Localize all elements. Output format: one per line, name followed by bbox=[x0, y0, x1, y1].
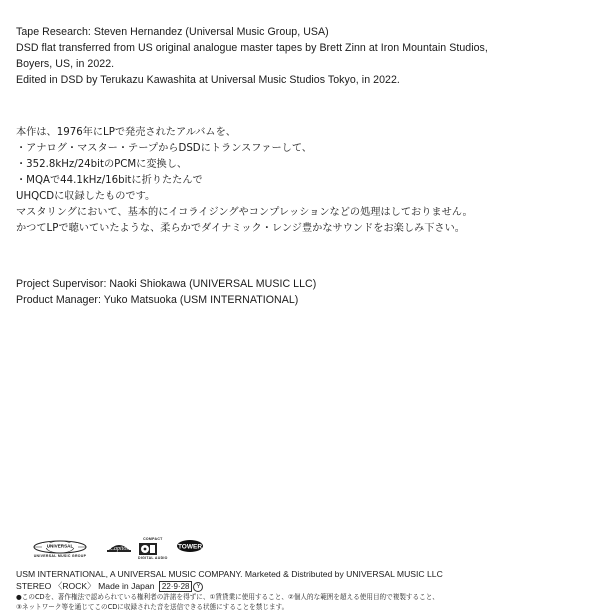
note-line: マスタリングにおいて、基本的にイコライジングやコンプレッションなどの処理はしておりません。 bbox=[16, 207, 473, 218]
stereo-text: STEREO 〈ROCK〉 Made in Japan bbox=[16, 581, 155, 591]
disc-icon bbox=[138, 542, 158, 556]
credit-line: Product Manager: Yuko Matsuoka (USM INTERNATIONAL) bbox=[16, 294, 299, 306]
universal-logo bbox=[30, 536, 90, 559]
credits-bottom bbox=[16, 276, 586, 308]
tower-badge-icon bbox=[176, 538, 204, 554]
svg-text:UNIVERSAL: UNIVERSAL bbox=[46, 543, 74, 549]
universal-globe-icon bbox=[30, 536, 90, 554]
credit-line: Project Supervisor: Naoki Shiokawa (UNIVERSAL MUSIC LLC) bbox=[16, 278, 317, 290]
credit-line: Tape Research: Steven Hernandez (Universal Music Group, USA) bbox=[16, 26, 329, 38]
credit-line: DSD flat transferred from US original analogue master tapes by Brett Zinn at Iron Mountain Studios, bbox=[16, 42, 488, 54]
credits-top bbox=[16, 24, 586, 88]
note-line: UHQCDに収録したものです。 bbox=[16, 191, 156, 202]
stereo-line bbox=[16, 580, 586, 592]
svg-text:Capitol: Capitol bbox=[109, 546, 129, 552]
date-code: 22·9·28 bbox=[159, 581, 193, 592]
note-line: ・352.8kHz/24bitのPCMに変換し、 bbox=[16, 159, 188, 170]
date-mark: Y bbox=[193, 582, 203, 592]
credit-line: Boyers, US, in 2022. bbox=[16, 58, 115, 70]
capitol-logo bbox=[104, 538, 134, 556]
svg-text:TOWER: TOWER bbox=[177, 543, 203, 551]
logo-row bbox=[16, 536, 586, 568]
credit-line: Edited in DSD by Terukazu Kawashita at Universal Music Studios Tokyo, in 2022. bbox=[16, 74, 400, 86]
cd-sub: DIGITAL AUDIO bbox=[138, 556, 168, 560]
note-line: ・MQAで44.1kHz/16bitに折りたたんで bbox=[16, 175, 203, 186]
company-line: USM INTERNATIONAL, A UNIVERSAL MUSIC COMPANY. Marketed & Distributed by UNIVERSAL MUSIC LLC bbox=[16, 569, 443, 579]
compact-disc-logo bbox=[138, 537, 168, 561]
notice-line: ③ネットワーク等を通じてこのCDに収録された音を送信できる状態にすることを禁じます。 bbox=[16, 603, 289, 611]
note-line: かつてLPで聴いていたような、柔らかでダイナミック・レンジ豊かなサウンドをお楽しみ下さい。 bbox=[16, 223, 465, 234]
notice-line: ●このCDを、著作権法で認められている権利者の許諾を得ずに、①賃貸業に使用すること、②個人的な範囲を超える使用目的で複製すること、 bbox=[16, 593, 439, 601]
capitol-dome-icon bbox=[104, 538, 134, 556]
tower-logo bbox=[176, 538, 204, 554]
cd-caption: COMPACT bbox=[143, 537, 163, 541]
universal-caption: UNIVERSAL MUSIC GROUP bbox=[33, 554, 87, 558]
note-line: 本作は、1976年にLPで発売されたアルバムを、 bbox=[16, 127, 236, 138]
footer bbox=[16, 536, 586, 612]
japanese-notes bbox=[16, 125, 586, 237]
note-line: ・アナログ・マスター・テープからDSDにトランスファーして、 bbox=[16, 143, 312, 154]
